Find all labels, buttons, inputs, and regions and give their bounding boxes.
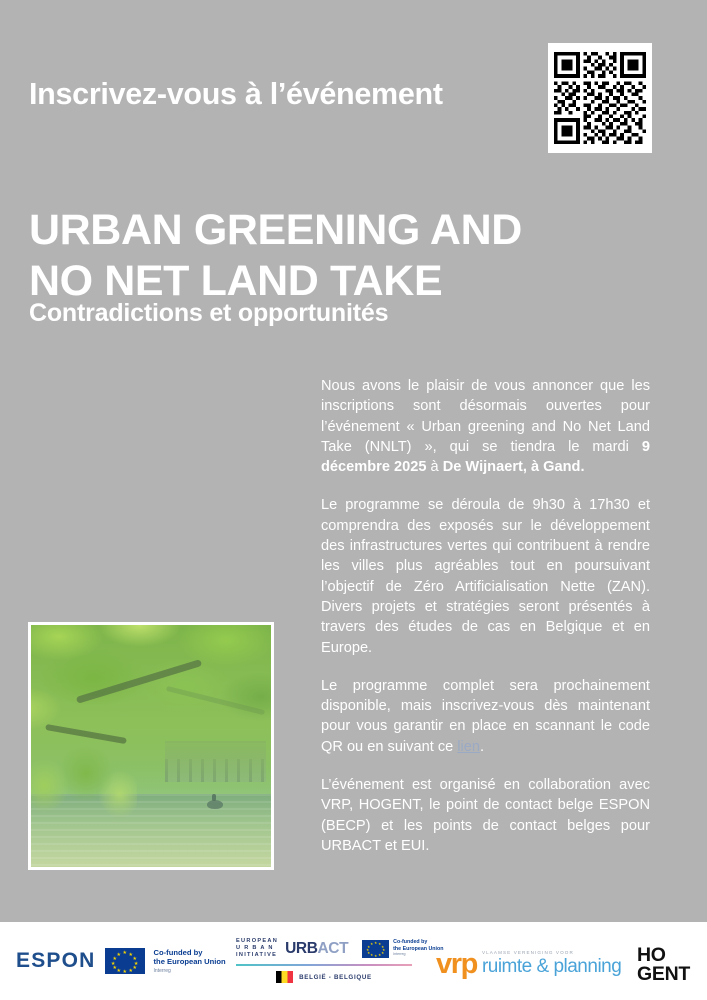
logo-eui-urbact — [236, 938, 444, 983]
urbact-wordmark-dark: URB — [285, 939, 318, 957]
vrp-subtitle: VLAAMSE VERENIGING VOOR — [481, 950, 574, 955]
paragraph-3-text-a: Le programme complet sera prochainement disponible, mais inscrivez-vous dès maintenant pour vous garantir en place en scannant le code QR ou en suivant ce — [321, 677, 650, 755]
eui-line-3: INITIATIVE — [236, 952, 278, 958]
vrp-text-block — [482, 950, 621, 977]
eu-funding-line-2: the European Union — [393, 945, 444, 952]
eu-funding-text — [154, 948, 226, 975]
vrp-wordmark: vrp — [436, 948, 477, 980]
qr-code-icon — [554, 52, 646, 144]
logo-vrp — [436, 948, 622, 980]
belgium-flag-icon — [276, 971, 293, 983]
eu-funding-programme: Interreg — [153, 967, 171, 974]
paragraph-programme: Le programme se déroula de 9h30 à 17h30 et comprendra des exposés sur le développement des infrastructures vertes qui contribuent à rendre les villes plus agréables tout en poursuivant l’objectif de Zéro Artificialisation Nette (ZAN). Divers projets et stratégies seront présentés à travers des études de cas en Belgique et en Europe. — [321, 497, 650, 656]
footer-logo-bar — [0, 922, 707, 1000]
eu-funding-line-1: Co-funded by — [393, 939, 428, 946]
eui-line-1: EUROPEAN — [236, 938, 279, 944]
eui-line-2: U R B A N — [236, 945, 274, 951]
gradient-rule — [236, 964, 412, 966]
body-copy — [321, 376, 650, 856]
espon-wordmark: ESPON — [16, 949, 96, 973]
logo-espon — [16, 948, 226, 975]
eui-top-row — [236, 938, 444, 959]
paragraph-registration — [321, 676, 650, 757]
paragraph-3-text-b: . — [480, 738, 485, 755]
logo-hogent — [637, 946, 690, 983]
belgium-contact-point — [236, 971, 412, 983]
eu-funding-line-2: the European Union — [153, 957, 226, 967]
paragraph-partners: L’événement est organisé en collaboration avec VRP, HOGENT, le point de contact belge ESPON (BECP) et les points de contact belges pour URBACT et EUI. — [321, 777, 650, 854]
urbact-wordmark-light: ACT — [317, 939, 349, 957]
event-date: 9 décembre 2025 — [321, 438, 650, 476]
vrp-tagline: ruimte & planning — [481, 956, 622, 977]
paragraph-1-text-a: Nous avons le plaisir de vous annoncer que les inscriptions sont désormais ouvertes pour l’événement « Urban greening and No Net Land Take (NNLT) », qui se tiendra le mardi — [321, 378, 650, 455]
event-photo-image — [31, 625, 271, 867]
page-kicker: Inscrivez-vous à l’événement — [29, 77, 443, 111]
page-title-line-2: NO NET LAND TAKE — [29, 256, 443, 305]
eu-funding-line-1: Co-funded by — [153, 948, 203, 957]
logo-row — [0, 922, 707, 1000]
european-urban-initiative-mark — [236, 938, 278, 959]
photo-shrub — [31, 736, 137, 818]
qr-code[interactable] — [548, 43, 652, 153]
paragraph-announcement — [321, 376, 650, 477]
hogent-line-2: GENT — [637, 962, 690, 985]
paragraph-1-text-c: à — [426, 459, 443, 476]
eu-flag-icon: ★ ★ ★ ★ ★ ★ ★ ★ ★ ★ ★ ★ — [362, 940, 389, 958]
page-title-line-1: URBAN GREENING AND — [29, 205, 522, 254]
page-subtitle: Contradictions et opportunités — [29, 299, 389, 327]
registration-link[interactable]: lien — [457, 738, 481, 755]
photo-boat — [207, 800, 223, 809]
event-venue: De Wijnaert, à Gand. — [442, 459, 585, 476]
eu-funding-programme: Interreg — [393, 952, 406, 957]
urbact-wordmark — [285, 940, 348, 958]
eu-flag-icon: ★ ★ ★ ★ ★ ★ ★ ★ ★ ★ ★ ★ — [105, 948, 145, 974]
belgium-label: BELGIË - BELGIQUE — [299, 973, 372, 981]
page-title — [29, 205, 522, 307]
eui-eu-funding — [362, 939, 443, 958]
hogent-line-1: HO — [637, 944, 666, 966]
event-photo — [28, 622, 274, 870]
